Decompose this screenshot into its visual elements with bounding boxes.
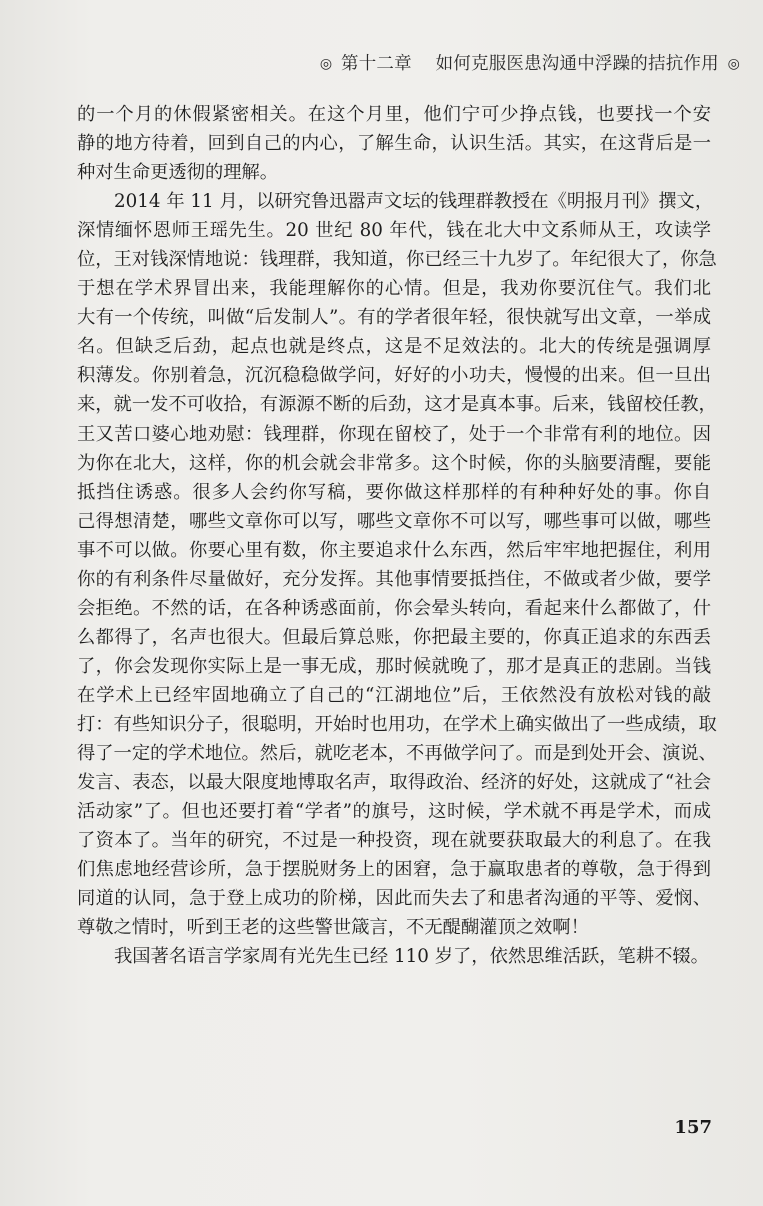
paragraph xyxy=(77,187,717,942)
text-line: 积薄发。你别着急，沉沉稳稳做学问，好好的小功夫，慢慢的出来。但一旦出 xyxy=(77,365,711,387)
body-text xyxy=(77,100,717,971)
text-line: 发言、表态，以最大限度地博取名声，取得政治、经济的好处，这就成了“社会 xyxy=(77,772,711,794)
text-line: 会拒绝。不然的话，在各种诱惑面前，你会晕头转向，看起来什么都做了，什 xyxy=(77,597,711,619)
running-header xyxy=(270,50,740,76)
chapter-label: 第十二章 xyxy=(341,54,412,74)
text-line: 的一个月的休假紧密相关。在这个月里，他们宁可少挣点钱，也要找一个安 xyxy=(77,104,711,125)
text-line: 我国著名语言学家周有光先生已经 110 岁了，依然思维活跃，笔耕不辍。 xyxy=(114,946,709,968)
paragraph xyxy=(77,100,711,187)
page-number: 157 xyxy=(674,1117,712,1138)
text-line: 同道的认同，急于登上成功的阶梯，因此而失去了和患者沟通的平等、爱悯、 xyxy=(77,888,711,910)
text-line: 为你在北大，这样，你的机会就会非常多。这个时候，你的头脑要清醒，要能 xyxy=(77,452,711,474)
chapter-title: 如何克服医患沟通中浮躁的拮抗作用 xyxy=(435,54,719,74)
text-line: 王又苦口婆心地劝慰：钱理群，你现在留校了，处于一个非常有利的地位。因 xyxy=(77,423,711,445)
text-line: 2014 年 11 月，以研究鲁迅嚣声文坛的钱理群教授在《明报月刊》撰文， xyxy=(114,191,714,213)
text-line: 于想在学术界冒出来，我能理解你的心情。但是，我劝你要沉住气。我们北 xyxy=(77,278,711,300)
circle-ornament-icon: ◎ xyxy=(727,56,740,72)
text-line: 静的地方待着，回到自己的内心，了解生命，认识生活。其实，在这背后是一 xyxy=(77,133,711,155)
text-line: 们焦虑地经营诊所，急于摆脱财务上的困窘，急于赢取患者的尊敬，急于得到 xyxy=(77,859,711,881)
paragraph xyxy=(77,942,711,971)
text-line: 么都得了，名声也很大。但最后算总账，你把最主要的，你真正追求的东西丢 xyxy=(77,626,711,648)
text-line: 深情缅怀恩师王瑶先生。20 世纪 80 年代，钱在北大中文系师从王，攻读学 xyxy=(77,220,711,242)
text-line: 名。但缺乏后劲，起点也就是终点，这是不足效法的。北大的传统是强调厚 xyxy=(77,336,711,358)
text-line: 活动家”了。但也还要打着“学者”的旗号，这时候，学术就不再是学术，而成 xyxy=(77,801,711,823)
text-line: 种对生命更透彻的理解。 xyxy=(77,162,279,184)
text-line: 己得想清楚，哪些文章你可以写，哪些文章你不可以写，哪些事可以做，哪些 xyxy=(77,510,711,532)
text-line: 位，王对钱深情地说：钱理群，我知道，你已经三十九岁了。年纪很大了，你急 xyxy=(77,249,717,271)
text-line: 打：有些知识分子，很聪明，开始时也用功，在学术上确实做出了一些成绩，取 xyxy=(77,713,717,735)
text-line: 你的有利条件尽量做好，充分发挥。其他事情要抵挡住，不做或者少做，要学 xyxy=(77,568,711,590)
text-line: 来，就一发不可收拾，有源源不断的后劲，这才是真本事。后来，钱留校任教， xyxy=(77,394,717,416)
text-line: 了资本了。当年的研究，不过是一种投资，现在就要获取最大的利息了。在我 xyxy=(77,830,711,852)
text-line: 了，你会发现你实际上是一事无成，那时候就晚了，那才是真正的悲剧。当钱 xyxy=(77,655,711,677)
text-line: 抵挡住诱惑。很多人会约你写稿，要你做这样那样的有种种好处的事。你自 xyxy=(77,481,711,503)
text-line: 得了一定的学术地位。然后，就吃老本，不再做学问了。而是到处开会、演说、 xyxy=(77,743,717,765)
text-line: 在学术上已经牢固地确立了自己的“江湖地位”后，王依然没有放松对钱的敲 xyxy=(77,684,711,706)
text-line: 大有一个传统，叫做“后发制人”。有的学者很年轻，很快就写出文章，一举成 xyxy=(77,307,711,329)
circle-ornament-icon: ◎ xyxy=(319,56,333,72)
text-line: 尊敬之情时，听到王老的这些警世箴言，不无醍醐灌顶之效啊！ xyxy=(77,917,589,939)
text-line: 事不可以做。你要心里有数，你主要追求什么东西，然后牢牢地把握住，利用 xyxy=(77,539,711,561)
